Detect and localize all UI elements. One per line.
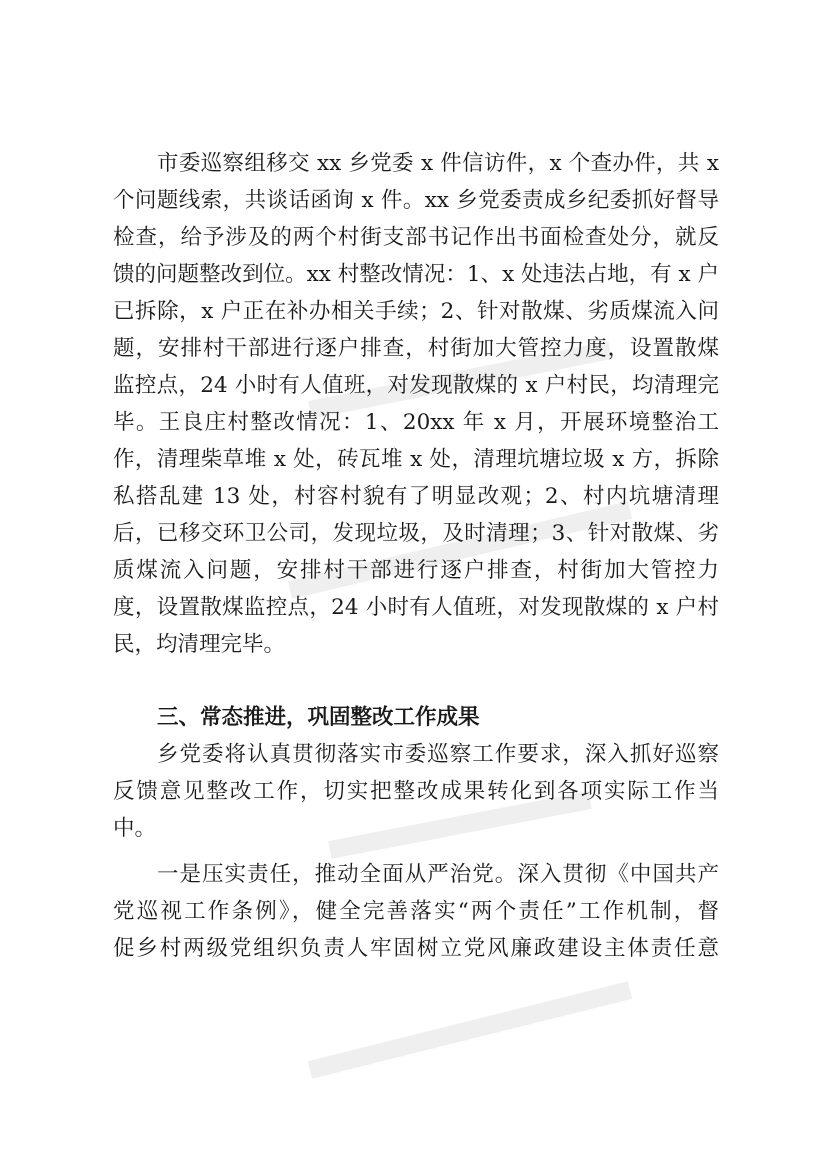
paragraph-3-line: 党巡视工作条例》，健全完善落实“两个责任”工作机制，督 xyxy=(113,899,719,924)
paragraph-1-line: 题，安排村干部进行逐户排查，村街加大管控力度，设置散煤 xyxy=(113,336,719,361)
paragraph-3-line: 一是压实责任，推动全面从严治党。深入贯彻《中国共产 xyxy=(157,862,719,887)
paragraph-1-line: 已拆除，x 户正在补办相关手续；2、针对散煤、劣质煤流入问 xyxy=(113,299,719,324)
paragraph-1-line: 质煤流入问题，安排村干部进行逐户排查，村街加大管控力 xyxy=(113,558,719,583)
paragraph-1-line: 度，设置散煤监控点，24 小时有人值班，对发现散煤的 x 户村 xyxy=(113,595,719,620)
paragraph-1-line: 检查，给予涉及的两个村街支部书记作出书面检查处分，就反 xyxy=(113,225,719,250)
paragraph-2-line: 中。 xyxy=(113,816,157,841)
section-heading: 三、常态推进，巩固整改工作成果 xyxy=(157,705,480,730)
paragraph-2-line: 反馈意见整改工作，切实把整改成果转化到各项实际工作当 xyxy=(113,779,719,804)
paragraph-1-line: 市委巡察组移交 xx 乡党委 x 件信访件，x 个查办件，共 x xyxy=(157,151,719,176)
paragraph-1-line: 监控点，24 小时有人值班，对发现散煤的 x 户村民，均清理完 xyxy=(113,373,719,398)
paragraph-1-line: 馈的问题整改到位。xx 村整改情况：1、x 处违法占地，有 x 户 xyxy=(113,262,719,287)
paragraph-1-line: 私搭乱建 13 处，村容村貌有了明显改观；2、村内坑塘清理 xyxy=(113,484,719,509)
paragraph-2-line: 乡党委将认真贯彻落实市委巡察工作要求，深入抓好巡察 xyxy=(157,742,719,767)
paragraph-1-line: 个问题线索，共谈话函询 x 件。xx 乡党委责成乡纪委抓好督导 xyxy=(113,188,719,213)
paragraph-1-line: 作，清理柴草堆 x 处，砖瓦堆 x 处，清理坑塘垃圾 x 方，拆除 xyxy=(113,447,719,472)
paragraph-1-line: 民，均清理完毕。 xyxy=(113,632,286,657)
paragraph-1-line: 后，已移交环卫公司，发现垃圾，及时清理；3、针对散煤、劣 xyxy=(113,521,719,546)
paragraph-3-line: 促乡村两级党组织负责人牢固树立党风廉政建设主体责任意 xyxy=(113,936,719,961)
paragraph-1-line: 毕。王良庄村整改情况：1、20xx 年 x 月，开展环境整治工 xyxy=(113,410,719,435)
